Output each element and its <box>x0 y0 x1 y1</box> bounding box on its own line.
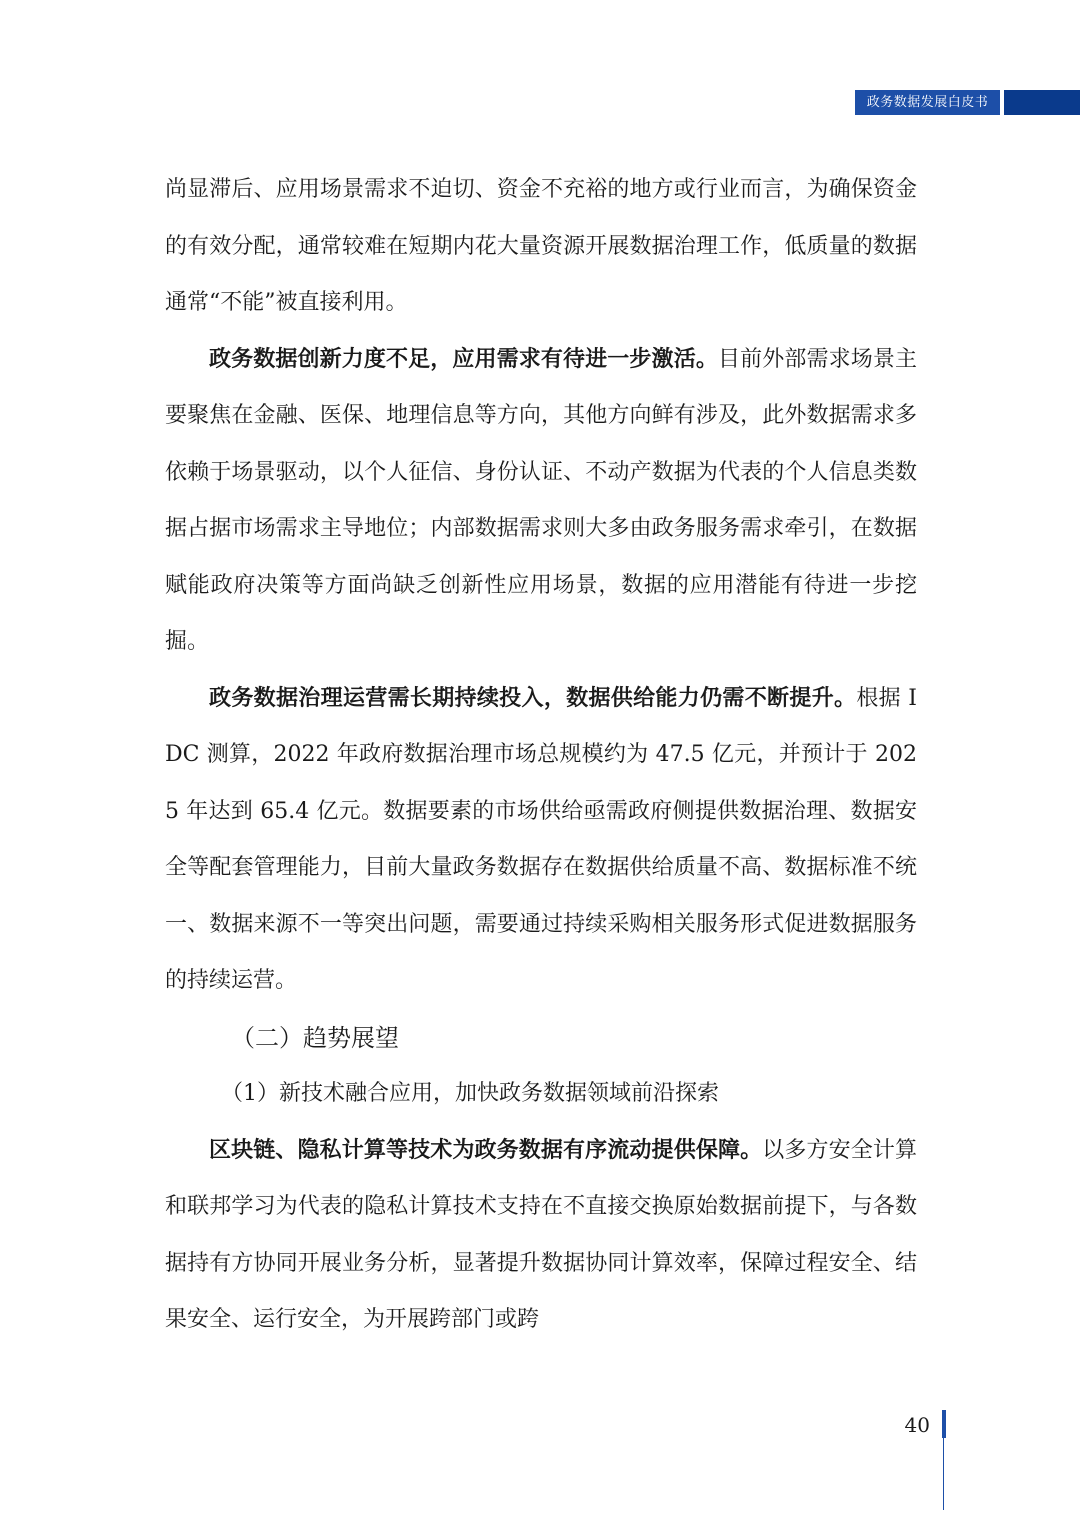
page-number: 40 <box>904 1413 930 1437</box>
section-heading: （二）趋势展望 <box>231 1023 399 1052</box>
header-accent-block <box>1004 90 1080 115</box>
page-marker-bar <box>942 1410 946 1438</box>
document-title: 政务数据发展白皮书 <box>855 90 1000 115</box>
paragraph-continued <box>165 162 917 332</box>
paragraph-governance <box>165 671 917 1010</box>
paragraph-lead: 政务数据治理运营需长期持续投入，数据供给能力仍需不断提升。 <box>209 685 857 711</box>
paragraph-blockchain <box>165 1123 917 1349</box>
paragraph-innovation <box>165 332 917 671</box>
paragraph-text: 尚显滞后、应用场景需求不迫切、资金不充裕的地方或行业而言，为确保资金的有效分配，通常较难在短期内花大量资源开展数据治理工作，低质量的数据通常“不能”被直接利用。 <box>165 177 917 315</box>
paragraph-text: 根据 IDC 测算，2022 年政府数据治理市场总规模约为 47.5 亿元，并预计于 2025 年达到 65.4 亿元。数据要素的市场供给亟需政府侧提供数据治理、数据安全等配套管理能力，目前大量政务数据存在数据供给质量不高、数据标准不统一、数据来源不一等突出问题，需要通过持续采购相关服务形式促进数据服务的持续运营。 <box>165 685 917 993</box>
page-content <box>165 162 917 1349</box>
paragraph-text: 以多方安全计算和联邦学习为代表的隐私计算技术支持在不直接交换原始数据前提下，与各数据持有方协同开展业务分析，显著提升数据协同计算效率，保障过程安全、结果安全、运行安全，为开展跨部门或跨 <box>165 1137 917 1332</box>
paragraph-text: 目前外部需求场景主要聚焦在金融、医保、地理信息等方向，其他方向鲜有涉及，此外数据需求多依赖于场景驱动，以个人征信、身份认证、不动产数据为代表的个人信息类数据占据市场需求主导地位；内部数据需求则大多由政务服务需求牵引，在数据赋能政府决策等方面尚缺乏创新性应用场景，数据的应用潜能有待进一步挖掘。 <box>165 346 917 654</box>
page-marker-line <box>943 1438 944 1510</box>
header-bar <box>855 90 1080 115</box>
sub-heading: （1）新技术融合应用，加快政务数据领域前沿探索 <box>221 1081 719 1106</box>
paragraph-lead: 区块链、隐私计算等技术为政务数据有序流动提供保障。 <box>209 1137 763 1163</box>
paragraph-lead: 政务数据创新力度不足，应用需求有待进一步激活。 <box>209 346 718 372</box>
